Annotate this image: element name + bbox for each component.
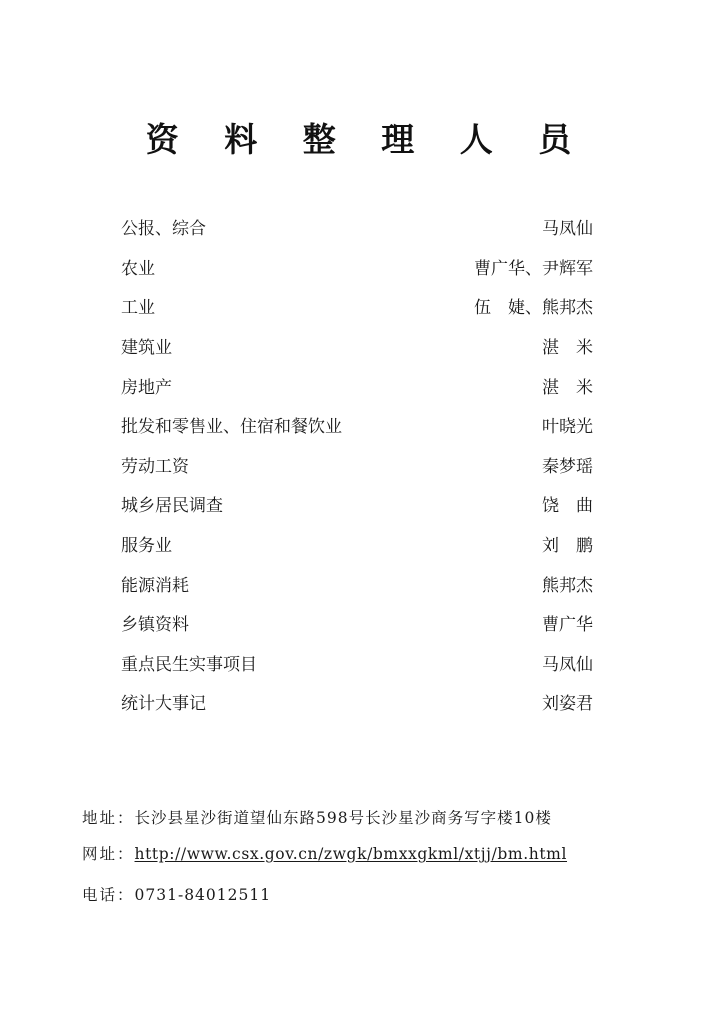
address-value: 长沙县星沙街道望仙东路598号长沙星沙商务写字楼10楼 (134, 809, 552, 827)
staff-names: 马凤仙 (542, 654, 593, 675)
category-label: 城乡居民调查 (121, 496, 223, 517)
staff-list (121, 207, 593, 722)
staff-names: 马凤仙 (542, 219, 593, 240)
category-label: 房地产 (121, 377, 172, 398)
staff-names: 曹广华 (542, 615, 593, 636)
phone-value: 0731-84012511 (134, 886, 272, 904)
staff-names: 刘 鹏 (542, 536, 593, 557)
staff-row (121, 207, 593, 247)
staff-names: 曹广华、尹辉军 (474, 258, 593, 279)
website-link[interactable]: http://www.csx.gov.cn/zwgk/bmxxgkml/xtjj/bm.html (134, 845, 568, 863)
staff-names: 叶晓光 (542, 417, 593, 438)
staff-row (121, 643, 593, 683)
category-label: 农业 (121, 258, 155, 279)
address-line (82, 806, 552, 828)
category-label: 重点民生实事项目 (121, 654, 257, 675)
staff-row (121, 484, 593, 524)
staff-row (121, 524, 593, 564)
staff-row (121, 326, 593, 366)
category-label: 服务业 (121, 536, 172, 557)
category-label: 能源消耗 (121, 575, 189, 596)
staff-row (121, 365, 593, 405)
website-label: 网址： (82, 845, 135, 863)
staff-row (121, 247, 593, 287)
staff-row (121, 603, 593, 643)
website-line (82, 842, 567, 864)
staff-names: 熊邦杰 (542, 575, 593, 596)
staff-row (121, 563, 593, 603)
category-label: 统计大事记 (121, 694, 206, 715)
staff-names: 湛 米 (542, 377, 593, 398)
staff-row (121, 445, 593, 485)
category-label: 建筑业 (121, 338, 172, 359)
category-label: 劳动工资 (121, 456, 189, 477)
staff-names: 湛 米 (542, 338, 593, 359)
category-label: 工业 (121, 298, 155, 319)
category-label: 乡镇资料 (121, 615, 189, 636)
category-label: 批发和零售业、住宿和餐饮业 (121, 417, 342, 438)
staff-names: 伍 婕、熊邦杰 (474, 298, 593, 319)
phone-label: 电话： (82, 886, 135, 904)
page-title: 资 料 整 理 人 员 (145, 120, 589, 159)
staff-row (121, 286, 593, 326)
category-label: 公报、综合 (121, 219, 206, 240)
staff-row (121, 682, 593, 722)
address-label: 地址： (82, 809, 135, 827)
staff-names: 秦梦瑶 (542, 456, 593, 477)
staff-names: 饶 曲 (542, 496, 593, 517)
phone-line (82, 883, 271, 905)
staff-row (121, 405, 593, 445)
staff-names: 刘姿君 (542, 694, 593, 715)
